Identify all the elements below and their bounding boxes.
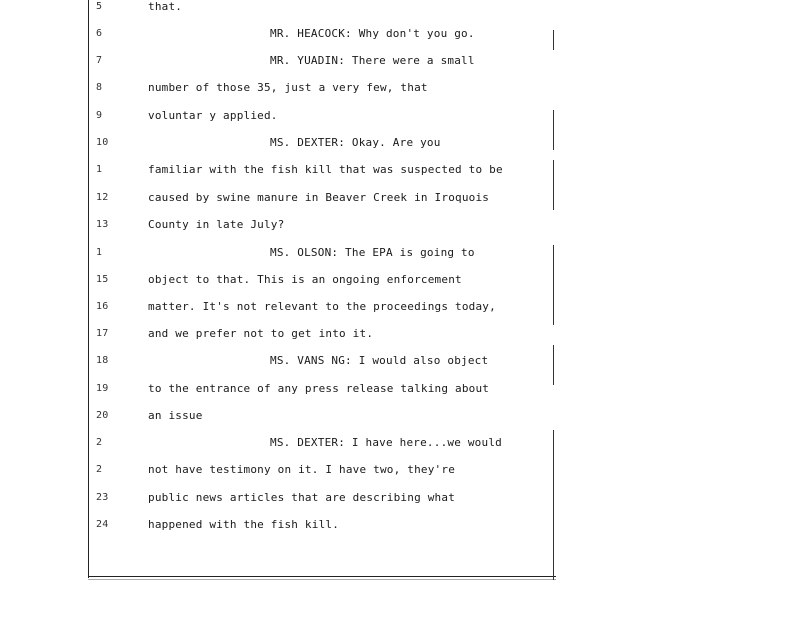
line-text: happened with the fish kill. — [148, 518, 340, 531]
line-text: that. — [148, 0, 183, 13]
line-text: and we prefer not to get into it. — [148, 327, 374, 340]
right-margin-mark — [553, 245, 554, 325]
line-number: 7 — [96, 55, 103, 66]
right-margin-mark — [553, 430, 554, 580]
line-text: MS. OLSON: The EPA is going to — [270, 246, 475, 259]
line-number: 23 — [96, 492, 109, 503]
line-text: familiar with the fish kill that was suspected to be — [148, 163, 503, 176]
right-margin-mark — [553, 110, 554, 150]
right-margin-mark — [553, 345, 554, 385]
line-text: object to that. This is an ongoing enforcement — [148, 273, 462, 286]
line-text: County in late July? — [148, 218, 285, 231]
line-number: 2 — [96, 437, 103, 448]
line-text: number of those 35, just a very few, that — [148, 81, 428, 94]
line-number: 13 — [96, 219, 109, 230]
line-number: 19 — [96, 383, 109, 394]
line-number: 1 — [96, 247, 103, 258]
line-number: 17 — [96, 328, 109, 339]
line-number: 20 — [96, 410, 109, 421]
line-number: 15 — [96, 274, 109, 285]
line-number: 16 — [96, 301, 109, 312]
line-text: caused by swine manure in Beaver Creek in Iroquois — [148, 191, 490, 204]
line-text: MS. DEXTER: Okay. Are you — [270, 136, 441, 149]
bottom-margin-line-faint — [88, 579, 556, 580]
line-text: MR. YUADIN: There were a small — [270, 54, 475, 67]
right-margin-mark — [553, 160, 554, 210]
line-text: MS. DEXTER: I have here...we would — [270, 436, 502, 449]
line-number: 2 — [96, 464, 103, 475]
line-text: to the entrance of any press release talking about — [148, 382, 490, 395]
bottom-margin-line — [88, 576, 556, 577]
line-number: 1 — [96, 164, 103, 175]
line-number: 18 — [96, 355, 109, 366]
line-text: not have testimony on it. I have two, they're — [148, 463, 456, 476]
line-text: MR. HEACOCK: Why don't you go. — [270, 27, 475, 40]
line-number: 9 — [96, 110, 103, 121]
line-text: public news articles that are describing what — [148, 491, 456, 504]
line-text: matter. It's not relevant to the proceedings today, — [148, 300, 496, 313]
line-text: MS. VANS NG: I would also object — [270, 354, 489, 367]
line-number: 8 — [96, 82, 103, 93]
line-number: 12 — [96, 192, 109, 203]
line-number: 10 — [96, 137, 109, 148]
line-number: 24 — [96, 519, 109, 530]
line-text: an issue — [148, 409, 203, 422]
line-number: 6 — [96, 28, 103, 39]
line-number: 5 — [96, 1, 103, 12]
right-margin-mark — [553, 30, 554, 50]
left-margin-line — [88, 0, 89, 578]
line-text: voluntar y applied. — [148, 109, 278, 122]
